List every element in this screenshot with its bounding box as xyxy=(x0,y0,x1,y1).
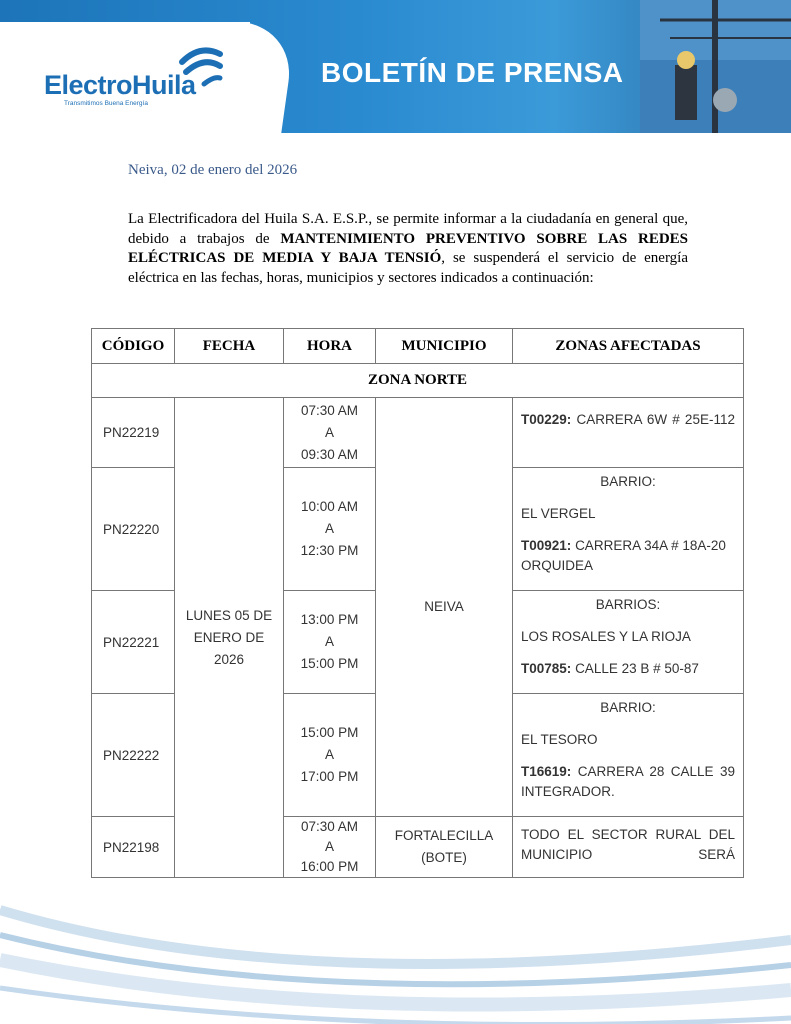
hora-start: 10:00 AM xyxy=(300,499,359,514)
row-fecha xyxy=(175,398,284,878)
row-zones xyxy=(513,398,744,468)
row-zones xyxy=(513,694,744,817)
row-zones xyxy=(513,591,744,694)
table-header-row xyxy=(92,329,744,364)
zone-address: CALLE 23 B # 50-87 xyxy=(575,661,699,676)
hora-separator: A xyxy=(324,521,334,536)
hora-end: 09:30 AM xyxy=(300,446,359,462)
document-date: Neiva, 02 de enero del 2026 xyxy=(128,162,298,178)
barrio-label: BARRIO: xyxy=(600,700,656,715)
header-banner xyxy=(0,0,791,133)
hora-end: 15:00 PM xyxy=(300,656,359,671)
row-hora xyxy=(284,817,376,878)
hora-start: 07:30 AM xyxy=(300,819,359,834)
row-hora xyxy=(284,591,376,694)
row-hora xyxy=(284,398,376,468)
row-zones: TODO EL SECTOR RURAL DEL MUNICIPIO SERÁ xyxy=(513,817,744,878)
row-code: PN22222 xyxy=(92,694,175,817)
row-zones xyxy=(513,468,744,591)
barrio-label: BARRIO: xyxy=(600,474,656,489)
zone-address: CARRERA 34A # 18A-20 ORQUIDEA xyxy=(521,538,726,573)
fecha-text: LUNES 05 DE ENERO DE 2026 xyxy=(185,607,273,667)
barrio-label: BARRIOS: xyxy=(595,597,661,612)
header-fecha: FECHA xyxy=(175,329,284,364)
header-zonas: ZONAS AFECTADAS xyxy=(513,329,744,364)
header-codigo: CÓDIGO xyxy=(92,329,175,364)
row-code: PN22219 xyxy=(92,398,175,468)
logo-name: ElectroHuila xyxy=(44,70,196,100)
hora-end: 16:00 PM xyxy=(300,859,359,874)
zone-address-line xyxy=(521,659,735,679)
hora-separator: A xyxy=(324,839,334,854)
zone-address-line xyxy=(521,536,735,576)
header-municipio: MUNICIPIO xyxy=(376,329,513,364)
intro-paragraph xyxy=(128,210,688,288)
hora-start: 13:00 PM xyxy=(300,612,359,627)
lineman-photo xyxy=(640,0,791,133)
row-hora xyxy=(284,694,376,817)
transformer-code: T00921: xyxy=(521,538,572,553)
row-code: PN22220 xyxy=(92,468,175,591)
zone-label: ZONA NORTE xyxy=(92,364,744,398)
zone-address-line xyxy=(521,410,735,430)
hora-separator: A xyxy=(324,634,334,649)
barrio-name: LOS ROSALES Y LA RIOJA xyxy=(521,629,691,644)
logo-tagline: Transmitimos Buena Energía xyxy=(64,100,148,107)
hora-end: 17:00 PM xyxy=(300,769,359,784)
row-municipio: NEIVA xyxy=(376,398,513,817)
transformer-code: T00229: xyxy=(521,412,572,427)
hora-separator: A xyxy=(324,424,334,440)
hora-start: 15:00 PM xyxy=(300,725,359,740)
row-hora xyxy=(284,468,376,591)
intro-bold-text: MANTENIMIENTO PREVENTIVO SOBRE LAS REDES ELÉCTRICAS DE MEDIA Y BAJA TENSIÓ xyxy=(128,230,688,266)
bulletin-title: BOLETÍN DE PRENSA xyxy=(321,57,624,88)
barrio-name: EL VERGEL xyxy=(521,506,596,521)
intro-text-1: La Electrificadora del Huila S.A. E.S.P., se permite informar a la ciudadanía en general que, debido a trabajos de xyxy=(128,211,688,247)
footer-waves xyxy=(0,880,791,1024)
row-municipio: FORTALECILLA (BOTE) xyxy=(376,817,513,878)
header-hora: HORA xyxy=(284,329,376,364)
zone-address: CARRERA 28 CALLE 39 INTEGRADOR. xyxy=(521,764,735,799)
outage-table xyxy=(91,328,744,878)
row-code: PN22221 xyxy=(92,591,175,694)
intro-text-2: , se suspenderá el servicio de energía eléctrica en las fechas, horas, municipios y sectores indicados a continuación: xyxy=(128,250,689,286)
zone-row xyxy=(92,364,744,398)
barrio-name: EL TESORO xyxy=(521,732,598,747)
row-code: PN22198 xyxy=(92,817,175,878)
transformer-code: T00785: xyxy=(521,661,572,676)
table-row xyxy=(92,398,744,468)
transformer-code: T16619: xyxy=(521,764,572,779)
zone-address-line xyxy=(521,762,735,802)
hora-separator: A xyxy=(324,747,334,762)
zone-address: CARRERA 6W # 25E-112 xyxy=(576,412,735,427)
hora-end: 12:30 PM xyxy=(300,543,359,558)
hora-start: 07:30 AM xyxy=(300,402,359,418)
